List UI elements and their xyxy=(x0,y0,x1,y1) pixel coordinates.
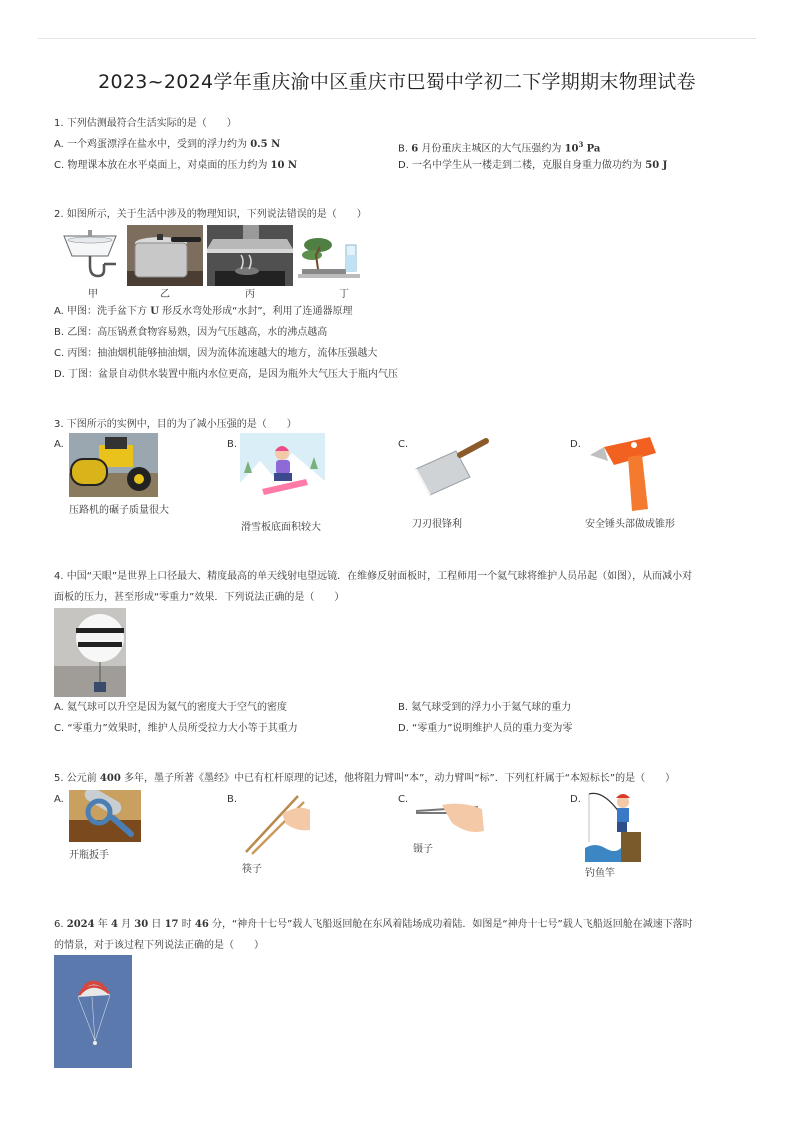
q3-image-cleaver xyxy=(412,433,490,501)
q2-stem: 2. 如图所示，关于生活中涉及的物理知识，下列说法错误的是（ ） xyxy=(54,209,367,220)
q3-letter-d[interactable]: D. xyxy=(570,439,581,450)
q4-option-b[interactable]: B. 氦气球受到的浮力小于氦气球的重力 xyxy=(398,702,572,713)
q5-letter-c[interactable]: C. xyxy=(398,794,409,805)
q5-image-tweezers xyxy=(412,797,486,841)
top-rule xyxy=(38,38,756,39)
q5-image-chopsticks xyxy=(242,790,312,858)
q1-option-a[interactable]: A. 一个鸡蛋漂浮在盐水中，受到的浮力约为 0.5 N xyxy=(54,139,281,150)
q2-image-pressure-cooker xyxy=(127,225,203,286)
q3-image-road-roller xyxy=(69,433,158,497)
q5-stem: 5. 公元前 400 多年，墨子所著《墨经》中已有杠杆原理的记述，他将阻力臂叫“本”，动力臂叫“标”．下列杠杆属于“本短标长”的是（ ） xyxy=(54,773,676,784)
q5-letter-b[interactable]: B. xyxy=(227,794,238,805)
q1-option-c[interactable]: C. 物理课本放在水平桌面上，对桌面的压力约为 10 N xyxy=(54,160,298,171)
q1-option-d[interactable]: D. 一名中学生从一楼走到二楼，克服自身重力做功约为 50 J xyxy=(398,160,668,171)
q5-caption-a: 开瓶扳手 xyxy=(69,850,109,861)
q3-caption-b: 滑雪板底面积较大 xyxy=(241,522,321,533)
q4-option-c[interactable]: C. “零重力”效果时，维护人员所受拉力大小等于其重力 xyxy=(54,723,298,734)
q4-stem-line2: 面板的压力，甚至形成“零重力”效果．下列说法正确的是（ ） xyxy=(54,592,345,603)
q2-caption-bing: 丙 xyxy=(245,289,255,300)
q5-letter-d[interactable]: D. xyxy=(570,794,581,805)
q2-option-d[interactable]: D. 丁图：盆景自动供水装置中瓶内水位更高，是因为瓶外大气压大于瓶内气压 xyxy=(54,369,399,380)
q5-image-fishing-rod xyxy=(585,788,641,862)
q2-image-sink xyxy=(58,228,122,286)
q1-option-b[interactable]: B. 6 月份重庆主城区的大气压强约为 $10^3$ Pa xyxy=(398,140,601,155)
q5-caption-c: 镊子 xyxy=(413,844,433,855)
q2-caption-yi: 乙 xyxy=(160,289,170,300)
q3-stem: 3. 下图所示的实例中，目的为了减小压强的是（ ） xyxy=(54,419,297,430)
q1-stem: 1. 下列估测最符合生活实际的是（ ） xyxy=(54,118,237,129)
q4-option-d[interactable]: D. “零重力”说明维护人员的重力变为零 xyxy=(398,723,573,734)
q5-image-bottle-opener xyxy=(69,790,141,842)
q5-caption-b: 筷子 xyxy=(242,864,262,875)
q2-image-bonsai xyxy=(298,225,360,286)
q3-image-safety-hammer xyxy=(584,433,667,513)
page-title: 2023~2024学年重庆渝中区重庆市巴蜀中学初二下学期期末物理试卷 xyxy=(98,71,696,93)
q6-stem-line2: 的情景，对于该过程下列说法正确的是（ ） xyxy=(54,940,264,951)
q2-caption-ding: 丁 xyxy=(339,289,349,300)
q2-image-range-hood xyxy=(207,225,293,286)
q3-letter-b[interactable]: B. xyxy=(227,439,238,450)
q4-image-helium-balloon xyxy=(54,608,126,697)
q3-letter-a[interactable]: A. xyxy=(54,439,64,450)
q2-option-c[interactable]: C. 丙图：抽油烟机能够抽油烟，因为流体流速越大的地方，流体压强越大 xyxy=(54,348,378,359)
q3-image-snowboard xyxy=(240,433,325,502)
q4-option-a[interactable]: A. 氦气球可以升空是因为氦气的密度大于空气的密度 xyxy=(54,702,288,713)
q6-image-parachute-capsule xyxy=(54,955,132,1068)
q3-caption-a: 压路机的碾子质量很大 xyxy=(69,505,169,516)
q4-stem-line1: 4. 中国“天眼”是世界上口径最大、精度最高的单天线射电望远镜．在维修反射面板时，工程师用一个氦气球将维护人员吊起（如图），从而减小对 xyxy=(54,571,693,582)
q2-option-b[interactable]: B. 乙图：高压锅煮食物容易熟，因为气压越高，水的沸点越高 xyxy=(54,327,328,338)
q3-caption-c: 刀刃很锋利 xyxy=(412,519,462,530)
q5-caption-d: 钓鱼竿 xyxy=(585,868,615,879)
q5-letter-a[interactable]: A. xyxy=(54,794,64,805)
q6-stem-line1: 6. 2024 年 4 月 30 日 17 时 46 分，“神舟十七号”载人飞船返回舱在东风着陆场成功着陆．如图是“神舟十七号”载人飞船返回舱在减速下落时 xyxy=(54,919,693,930)
q2-option-a[interactable]: A. 甲图：洗手盆下方 U 形反水弯处形成“水封”，利用了连通器原理 xyxy=(54,306,353,317)
q3-letter-c[interactable]: C. xyxy=(398,439,409,450)
q3-caption-d: 安全锤头部做成锥形 xyxy=(585,519,675,530)
q2-caption-jia: 甲 xyxy=(88,289,98,300)
